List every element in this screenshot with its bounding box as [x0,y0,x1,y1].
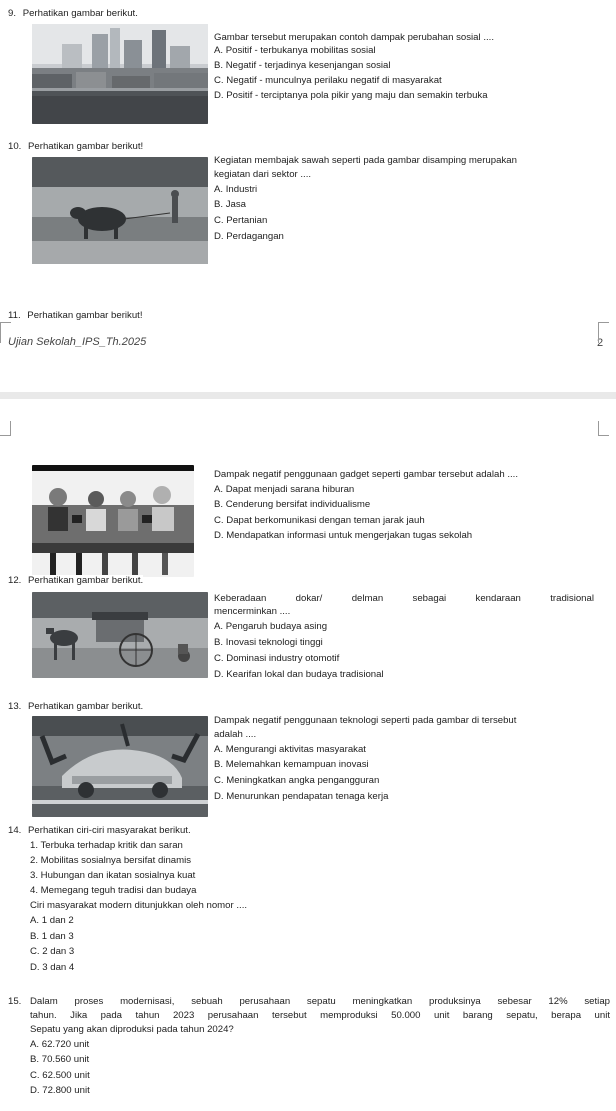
question-14-option-d[interactable]: D. 3 dan 4 [30,962,75,973]
question-13-text-line1: Dampak negatif penggunaan teknologi seperti pada gambar di tersebut [214,715,517,726]
question-12-stem [8,575,143,587]
question-13-option-c[interactable]: C. Meningkatkan angka pengangguran [214,775,380,786]
question-9-number: 9. [8,8,17,19]
question-11-text: Dampak negatif penggunaan gadget seperti gambar tersebut adalah .... [214,469,519,480]
crop-mark-right [598,322,609,343]
exam-page-1 [0,0,616,392]
question-12-option-b[interactable]: B. Inovasi teknologi tinggi [214,637,323,648]
question-14-option-b[interactable]: B. 1 dan 3 [30,931,74,942]
crop-mark-top-right [598,421,609,436]
robot-factory-photo [32,716,208,817]
question-10-option-a[interactable]: A. Industri [214,184,258,195]
question-15-option-d[interactable]: D. 72.800 unit [30,1085,90,1096]
question-13-option-d[interactable]: D. Menurunkan pendapatan tenaga kerja [214,791,389,802]
question-15-option-c[interactable]: C. 62.500 unit [30,1070,90,1081]
question-15-number: 15. [8,996,22,1007]
question-13-stem-text: Perhatikan gambar berikut. [28,701,144,712]
question-12-option-c[interactable]: C. Dominasi industry otomotif [214,653,340,664]
question-14-option-c[interactable]: C. 2 dan 3 [30,946,75,957]
question-10-option-d[interactable]: D. Perdagangan [214,231,284,242]
question-15-option-b[interactable]: B. 70.560 unit [30,1054,90,1065]
question-9-stem [8,8,138,20]
city-slum-photo [32,24,208,124]
question-12-number: 12. [8,575,22,586]
question-15-text-line2: tahun. Jika pada tahun 2023 perusahaan tersebut memproduksi 50.000 unit barang sepatu, berapa unit [30,1010,610,1021]
question-14-text: Ciri masyarakat modern ditunjukkan oleh nomor .... [30,900,248,911]
question-14-item-1: 1. Terbuka terhadap kritik dan saran [30,840,183,851]
buffalo-plowing-photo [32,157,208,264]
question-12-text-line2: mencerminkan .... [214,606,291,617]
question-10-stem [8,141,143,153]
question-10-stem-text: Perhatikan gambar berikut! [28,141,144,152]
question-12-text-line1: Keberadaan dokar/ delman sebagai kendaraan tradisional [214,593,594,604]
crop-mark-top-left [0,421,11,436]
question-9-text: Gambar tersebut merupakan contoh dampak perubahan sosial .... [214,32,494,43]
family-gadget-photo [32,465,194,577]
question-15-option-a[interactable]: A. 62.720 unit [30,1039,90,1050]
question-10-option-b[interactable]: B. Jasa [214,199,246,210]
question-10-text-line1: Kegiatan membajak sawah seperti pada gambar disamping merupakan [214,155,517,166]
question-9-stem-text: Perhatikan gambar berikut. [22,8,138,19]
question-9-option-c[interactable]: C. Negatif - munculnya perilaku negatif di masyarakat [214,75,442,86]
footer-exam-title: Ujian Sekolah_IPS_Th.2025 [8,336,147,348]
question-13-option-b[interactable]: B. Melemahkan kemampuan inovasi [214,759,369,770]
question-14-item-4: 4. Memegang teguh tradisi dan budaya [30,885,197,896]
question-14-number: 14. [8,825,22,836]
question-11-stem-text: Perhatikan gambar berikut! [27,310,143,321]
question-11-stem [8,310,142,322]
page-number: 2 [597,337,604,349]
delman-carriage-photo [32,592,208,678]
question-11-option-d[interactable]: D. Mendapatkan informasi untuk mengerjakan tugas sekolah [214,530,473,541]
exam-page-2 [0,399,616,1111]
question-12-option-d[interactable]: D. Kearifan lokal dan budaya tradisional [214,669,384,680]
question-10-number: 10. [8,141,22,152]
question-14-option-a[interactable]: A. 1 dan 2 [30,915,74,926]
question-11-option-c[interactable]: C. Dapat berkomunikasi dengan teman jarak jauh [214,515,425,526]
question-12-option-a[interactable]: A. Pengaruh budaya asing [214,621,328,632]
question-11-number: 11. [8,310,21,321]
crop-mark-left [0,322,11,343]
question-10-option-c[interactable]: C. Pertanian [214,215,268,226]
question-14-stem-text: Perhatikan ciri-ciri masyarakat berikut. [28,825,191,836]
question-13-option-a[interactable]: A. Mengurangi aktivitas masyarakat [214,744,366,755]
question-12-stem-text: Perhatikan gambar berikut. [28,575,144,586]
question-9-option-a[interactable]: A. Positif - terbukanya mobilitas sosial [214,45,376,56]
question-11-option-b[interactable]: B. Cenderung bersifat individualisme [214,499,371,510]
question-11-option-a[interactable]: A. Dapat menjadi sarana hiburan [214,484,355,495]
question-14-stem [8,825,191,837]
question-14-item-2: 2. Mobilitas sosialnya bersifat dinamis [30,855,192,866]
question-9-option-b[interactable]: B. Negatif - terjadinya kesenjangan sosial [214,60,391,71]
question-13-stem [8,701,143,713]
question-15-text-line3: Sepatu yang akan diproduksi pada tahun 2024? [30,1024,234,1035]
question-13-number: 13. [8,701,22,712]
question-9-option-d[interactable]: D. Positif - terciptanya pola pikir yang maju dan semakin terbuka [214,90,488,101]
question-13-text-line2: adalah .... [214,729,257,740]
question-10-text-line2: kegiatan dari sektor .... [214,169,312,180]
question-15-text-line1: Dalam proses modernisasi, sebuah perusahaan sepatu meningkatkan produksinya sebesar 12% setiap [30,996,610,1007]
question-14-item-3: 3. Hubungan dan ikatan sosialnya kuat [30,870,196,881]
